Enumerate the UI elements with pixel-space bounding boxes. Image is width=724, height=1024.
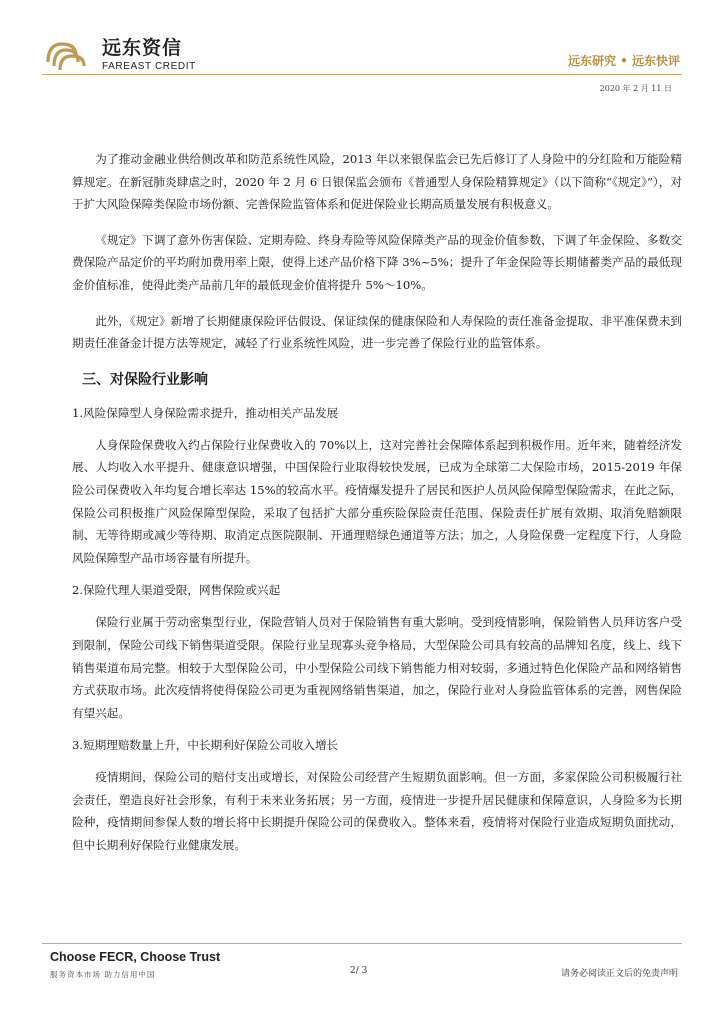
paragraph: 人身保险保费收入约占保险行业保费收入的 70%以上，这对完善社会保障体系起到积极作用。近年来，随着经济发展、人均收入水平提升、健康意识增强，中国保险行业取得较快发展，已成为全球第二大保险市场，2015-2019 年保险公司保费收入年均复合增长率达 15%的较高水平。疫情爆发提升了居民和医护人员风险保障型保险需求，在此之际，保险公司积极推广风险保障型保险，采取了包括扩大部分重疾险保险责任范围、保险责任扩展有效期、取消免赔额限制、无等待期或减少等待期、取消定点医院限制、开通理赔绿色通道等方法；加之，人身险保费一定程度下行，人身险风险保障型产品市场容量有所提升。 <box>72 437 682 565</box>
logo-name-en: FAREAST CREDIT <box>102 61 196 72</box>
paragraph: 为了推动金融业供给侧改革和防范系统性风险，2013 年以来银保监会已先后修订了人身险中的分红险和万能险精算规定。在新冠肺炎肆虐之时，2020 年 2 月 6 日银保监会颁布《普通型人身保险精算规定》（以下简称“《规定》”），对于扩大风险保障类保险市场份额、完善保险监管体系和促进保险业长期高质量发展有积极意义。 <box>72 152 682 212</box>
header-divider <box>42 74 682 75</box>
section-title: 三、对保险行业影响 <box>82 371 208 388</box>
paragraph: 《规定》下调了意外伤害保险、定期寿险、终身寿险等风险保障类产品的现金价值参数，下调了年金保险、多数交费保险产品定价的平均附加费用率上限，使得上述产品价格下降 3%~5%；提升了年金保险等长期储蓄类产品的最低现金价值标准，使得此类产品前几年的最低现金价值将提升 5%～10%。 <box>72 232 682 292</box>
subsection-title: 3.短期理赔数量上升，中长期利好保险公司收入增长 <box>72 738 339 753</box>
document-body <box>72 148 682 857</box>
subsection-title: 2.保险代理人渠道受限，网售保险或兴起 <box>72 583 281 598</box>
logo-name-cn: 远东资信 <box>102 37 183 59</box>
page-number: 2/ 3 <box>350 966 368 976</box>
report-date: 2020 年 2 月 11 日 <box>599 84 672 93</box>
subsection-title: 1.风险保障型人身保险需求提升，推动相关产品发展 <box>72 405 339 420</box>
footer-slogan: Choose FECR, Choose Trust <box>50 950 221 964</box>
fareast-logo-icon <box>42 36 96 74</box>
paragraph: 疫情期间，保险公司的赔付支出或增长，对保险公司经营产生短期负面影响。但一方面，多家保险公司积极履行社会责任，塑造良好社会形象，有利于未来业务拓展；另一方面，疫情进一步提升居民健康和保障意识，人身险多为长期险种，疫情期间参保人数的增长将中长期提升保险公司的保费收入。整体来看，疫情将对保险行业造成短期负面扰动，但中长期利好保险行业健康发展。 <box>72 770 682 853</box>
paragraph: 保险行业属于劳动密集型行业，保险营销人员对于保险销售有重大影响。受到疫情影响，保险销售人员拜访客户受到限制，保险公司线下销售渠道受限。保险行业呈现寡头竞争格局，大型保险公司具有较高的品牌知名度，线上、线下销售渠道布局完整。相较于大型保险公司，中小型保险公司线下销售能力相对较弱，多通过特色化保险产品和网络销售方式获取市场。此次疫情将使得保险公司更为重视网络销售渠道，加之，保险行业对人身险监管体系的完善，网售保险有望兴起。 <box>72 615 682 720</box>
footer-sub-slogan: 服务资本市场 助力信用中国 <box>50 970 156 979</box>
logo <box>42 36 196 74</box>
footer-divider <box>42 943 682 944</box>
paragraph: 此外，《规定》新增了长期健康保险评估假设、保证续保的健康保险和人寿保险的责任准备金提取、非平准保费未到期责任准备金计提方法等规定，减轻了行业系统性风险，进一步完善了保险行业的监管体系。 <box>72 313 682 351</box>
footer-disclaimer: 请务必阅读正文后的免责声明 <box>560 969 678 979</box>
report-series: 远东研究 • 远东快评 <box>567 54 680 68</box>
